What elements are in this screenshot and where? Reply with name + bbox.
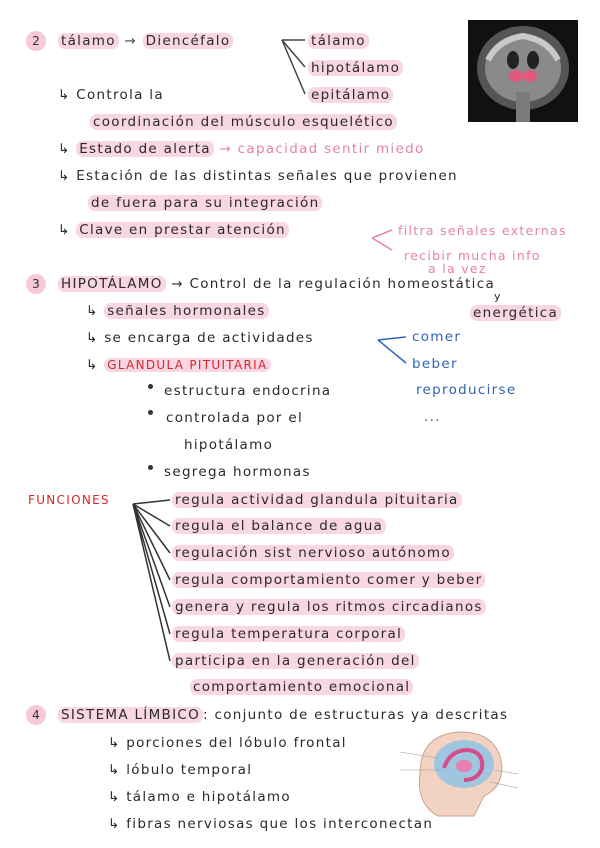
activity-beber: beber [412,356,458,372]
capacidad-note: → capacidad sentir miedo [219,141,425,157]
activity-comer: comer [412,329,462,345]
branch-talamo: tálamo [308,32,369,50]
y-letter: y [494,290,502,303]
activity-reproducirse: reproducirse [416,382,517,398]
s3-item-2: ↳ se encarga de actividades [86,330,314,346]
side-note-1: filtra señales externas [398,223,567,238]
bullet-dot [148,384,153,389]
section-number-4: 4 [26,705,46,725]
bullet-2-cont: hipotálamo [184,437,274,453]
energetica: energética [470,304,561,322]
brain-mri-coronal-image [468,20,578,122]
section-number-3: 3 [26,274,46,294]
activity-ellipsis: ... [424,409,441,425]
funcion-1: regula actividad glandula pituitaria [172,491,462,509]
s2-item-4: ↳ Estación de las distintas señales que provienen [58,168,458,184]
section-number-2: 2 [26,31,46,51]
funcion-4: regula comportamiento comer y beber [172,571,485,589]
s4-item-2: ↳ lóbulo temporal [108,762,253,778]
limbic-system-illustration [398,724,520,822]
funcion-6: regula temperatura corporal [172,625,405,643]
heading-talamo: tálamo [58,33,119,49]
funcion-7: participa en la generación del [172,652,419,670]
s2-item-2: coordinación del músculo esquelético [90,113,397,131]
arrow-icon: → [124,33,138,49]
bullet-dot [148,465,153,470]
bullet-3: segrega hormonas [164,464,311,480]
bullet-dot [148,410,153,415]
funcion-7-cont: comportamiento emocional [190,678,413,696]
branch-hipotalamo: hipotálamo [308,59,403,77]
branch-epitalamo: epitálamo [308,86,393,104]
s3-item-1: ↳ señales hormonales [86,302,269,320]
s3-item-3: ↳ GLANDULA PITUITARIA [86,356,271,374]
s2-item-1: ↳ Controla la [58,87,164,103]
s2-item-5: de fuera para su integración [88,194,322,212]
funcion-2: regula el balance de agua [172,517,386,535]
s2-item-6: ↳ Clave en prestar atención [58,221,289,239]
section-4-heading: SISTEMA LÍMBICO : conjunto de estructuras ya descritas [58,706,508,724]
bullet-1: estructura endocrina [164,383,332,399]
funcion-3: regulación sist nervioso autónomo [172,544,454,562]
s2-item-3: ↳ Estado de alerta → capacidad sentir miedo [58,141,425,157]
s4-item-1: ↳ porciones del lóbulo frontal [108,735,347,751]
bullet-2: controlada por el [166,410,304,426]
side-note-3: a la vez [428,261,487,276]
side-note-2: recibir mucha info [404,248,541,263]
s4-item-4: ↳ fibras nerviosas que los interconectan [108,816,434,832]
funcion-5: genera y regula los ritmos circadianos [172,598,486,616]
section-3-heading: HIPOTÁLAMO → Control de la regulación homeostática [58,275,495,293]
heading-diencefalo: Diencéfalo [143,33,234,49]
s4-item-3: ↳ tálamo e hipotálamo [108,789,291,805]
funciones-label: FUNCIONES [28,493,110,507]
